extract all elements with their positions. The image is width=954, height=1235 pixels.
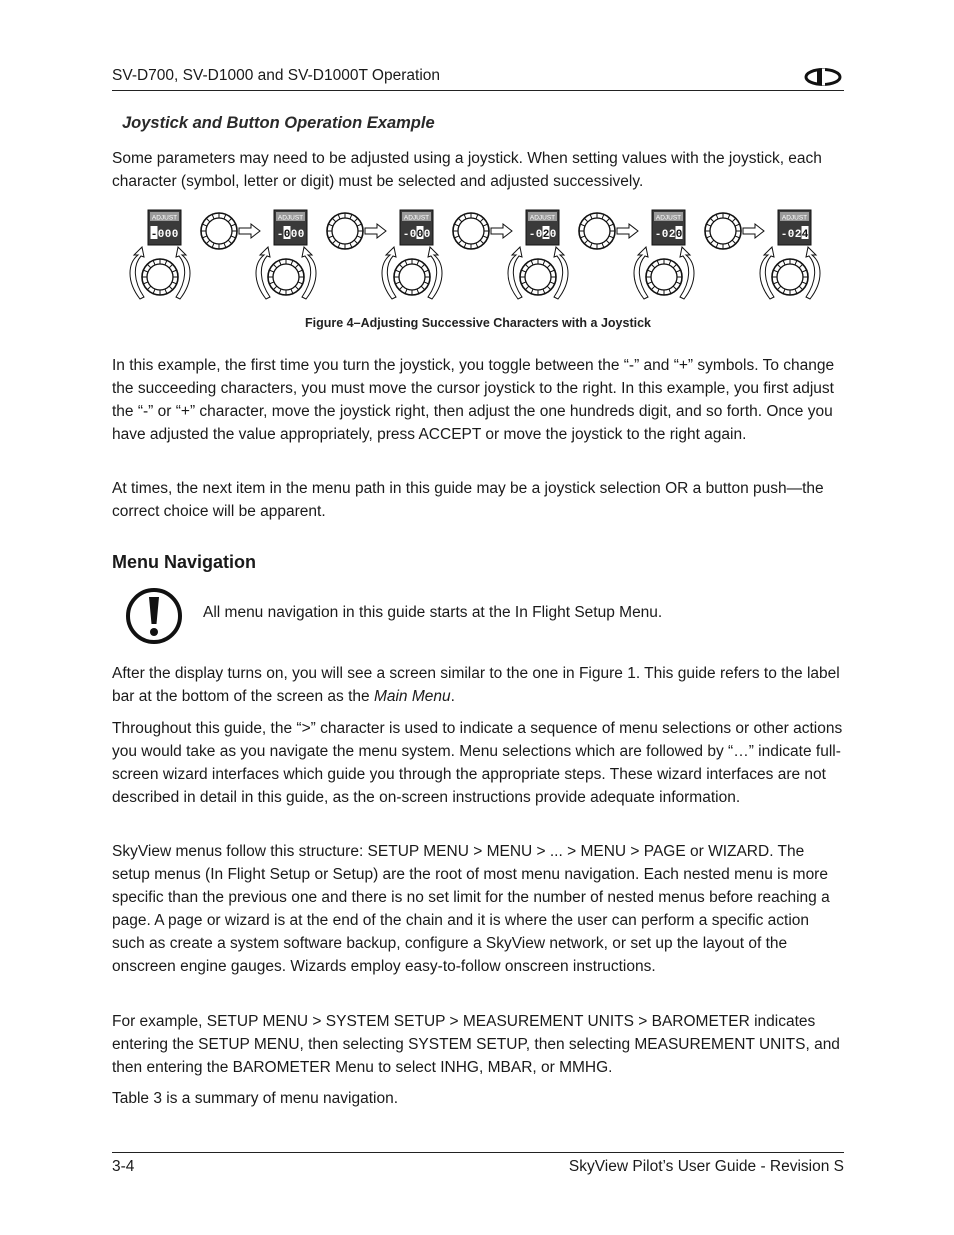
adjust-display	[148, 210, 181, 245]
adjust-display	[526, 210, 559, 245]
heading-menu-navigation: Menu Navigation	[112, 552, 257, 572]
display-character: 0	[423, 229, 431, 241]
arrow-right-icon	[491, 224, 512, 238]
joystick-rotate-icon	[268, 259, 304, 295]
arrow-right-icon	[239, 224, 260, 238]
paragraph-table-reference: Table 3 is a summary of menu navigation.	[112, 1090, 399, 1107]
intro-paragraph: Some parameters may need to be adjusted using a joystick. When setting values with the joystick, each character (symbol, letter or digit) must be selected and adjusted successively.	[112, 150, 822, 190]
header-title: SV-D700, SV-D1000 and SV-D1000T Operation	[112, 67, 441, 84]
adjust-label: ADJUST	[277, 214, 304, 222]
joystick-rotate-icon	[646, 259, 682, 295]
document-title: SkyView Pilot’s User Guide - Revision S	[568, 1158, 844, 1175]
joystick-move-right-icon	[579, 213, 615, 249]
dynon-logo-icon	[804, 68, 842, 86]
adjust-label: ADJUST	[529, 214, 556, 222]
joystick-figure	[112, 204, 844, 304]
page-header	[112, 66, 844, 91]
figure-caption: Figure 4–Adjusting Successive Characters with a Joystick	[305, 316, 651, 330]
adjust-display	[400, 210, 433, 245]
display-character: -	[402, 229, 410, 241]
main-menu-emphasis: Main Menu	[373, 688, 451, 705]
arrow-right-icon	[365, 224, 386, 238]
display-character: -	[528, 229, 536, 241]
main-menu-text: After the display turns on, you will see a screen similar to the one in Figure 1. This guide refers to the label bar at the bottom of the screen as the	[112, 665, 840, 705]
joystick-move-right-icon	[453, 213, 489, 249]
display-character: 0	[290, 229, 298, 241]
display-character: 0	[661, 229, 669, 241]
display-character: 0	[157, 229, 165, 241]
display-character: 2	[542, 229, 550, 241]
main-menu-period: .	[450, 688, 455, 705]
display-character: 0	[409, 229, 417, 241]
joystick-rotate-icon	[772, 259, 808, 295]
display-character: -	[150, 229, 158, 241]
paragraph-main-menu	[112, 662, 844, 708]
adjust-label: ADJUST	[403, 214, 430, 222]
paragraph-joystick-or-button: At times, the next item in the menu path in this guide may be a joystick selection OR a button push—the correct choice will be apparent.	[112, 480, 824, 520]
display-character: 0	[535, 229, 543, 241]
adjust-display	[274, 210, 307, 245]
adjust-label: ADJUST	[151, 214, 178, 222]
display-character: 2	[794, 229, 802, 241]
joystick-rotate-icon	[520, 259, 556, 295]
joystick-rotate-icon	[394, 259, 430, 295]
display-character: 0	[283, 229, 291, 241]
paragraph-menu-structure: SkyView menus follow this structure: SETUP MENU > MENU > ... > MENU > PAGE or WIZARD. The setup menus (In Flight Setup or Setup) are the root of most menu navigation. Each nested menu is more specific than the previous one and there is no set limit for the number of nested menus before reaching a page. A page or wizard is at the end of the chain and it is where the user can perform a specific action such as create a system software backup, configure a SkyView network, or set up the layout of the onscreen engine gauges. Wizards employ easy-to-follow onscreen instructions.	[112, 843, 830, 975]
page-number: 3-4	[112, 1158, 135, 1175]
paragraph-menu-sequence: Throughout this guide, the “>” character is used to indicate a sequence of menu selections or other actions you would take as you navigate the menu system. Menu selections which are followed by “…” indicate full-screen wizard interfaces which guide you through the appropriate steps. These wizard interfaces are not described in detail in this guide, as the on-screen instructions provide adequate information.	[112, 720, 843, 806]
display-character: 0	[297, 229, 305, 241]
display-character: 0	[787, 229, 795, 241]
display-character: 2	[668, 229, 676, 241]
warning-icon	[124, 586, 184, 646]
warning-text: All menu navigation in this guide starts at the In Flight Setup Menu.	[203, 604, 663, 621]
arrow-right-icon	[743, 224, 764, 238]
arrow-right-icon	[617, 224, 638, 238]
paragraph-menu-example: For example, SETUP MENU > SYSTEM SETUP > MEASUREMENT UNITS > BAROMETER indicates entering the SETUP MENU, then selecting SYSTEM SETUP, then selecting MEASUREMENT UNITS, and then entering the BAROMETER Menu to select INHG, MBAR, or MMHG.	[112, 1013, 840, 1076]
display-character: 4	[801, 229, 809, 241]
display-character: -	[654, 229, 662, 241]
adjust-label: ADJUST	[655, 214, 682, 222]
joystick-rotate-icon	[142, 259, 178, 295]
display-character: 0	[549, 229, 557, 241]
joystick-move-right-icon	[201, 213, 237, 249]
joystick-move-right-icon	[705, 213, 741, 249]
page-footer	[112, 1152, 844, 1183]
adjust-display	[652, 210, 685, 245]
display-character: -	[276, 229, 284, 241]
subheading-joystick-example: Joystick and Button Operation Example	[122, 114, 435, 132]
display-character: 0	[171, 229, 179, 241]
paragraph-joystick-toggle: In this example, the first time you turn the joystick, you toggle between the “-” and “+” symbols. To change the succeeding characters, you must move the cursor joystick to the right. In this example, you first adjust the “-” or “+” character, move the joystick right, then adjust the one hundreds digit, and so forth. Once you have adjusted the value appropriately, press ACCEPT or move the joystick to the right again.	[112, 357, 835, 443]
display-character: 0	[416, 229, 424, 241]
display-character: -	[780, 229, 788, 241]
joystick-move-right-icon	[327, 213, 363, 249]
adjust-label: ADJUST	[781, 214, 808, 222]
display-character: 0	[164, 229, 172, 241]
adjust-display	[778, 210, 811, 245]
display-character: 0	[675, 229, 683, 241]
